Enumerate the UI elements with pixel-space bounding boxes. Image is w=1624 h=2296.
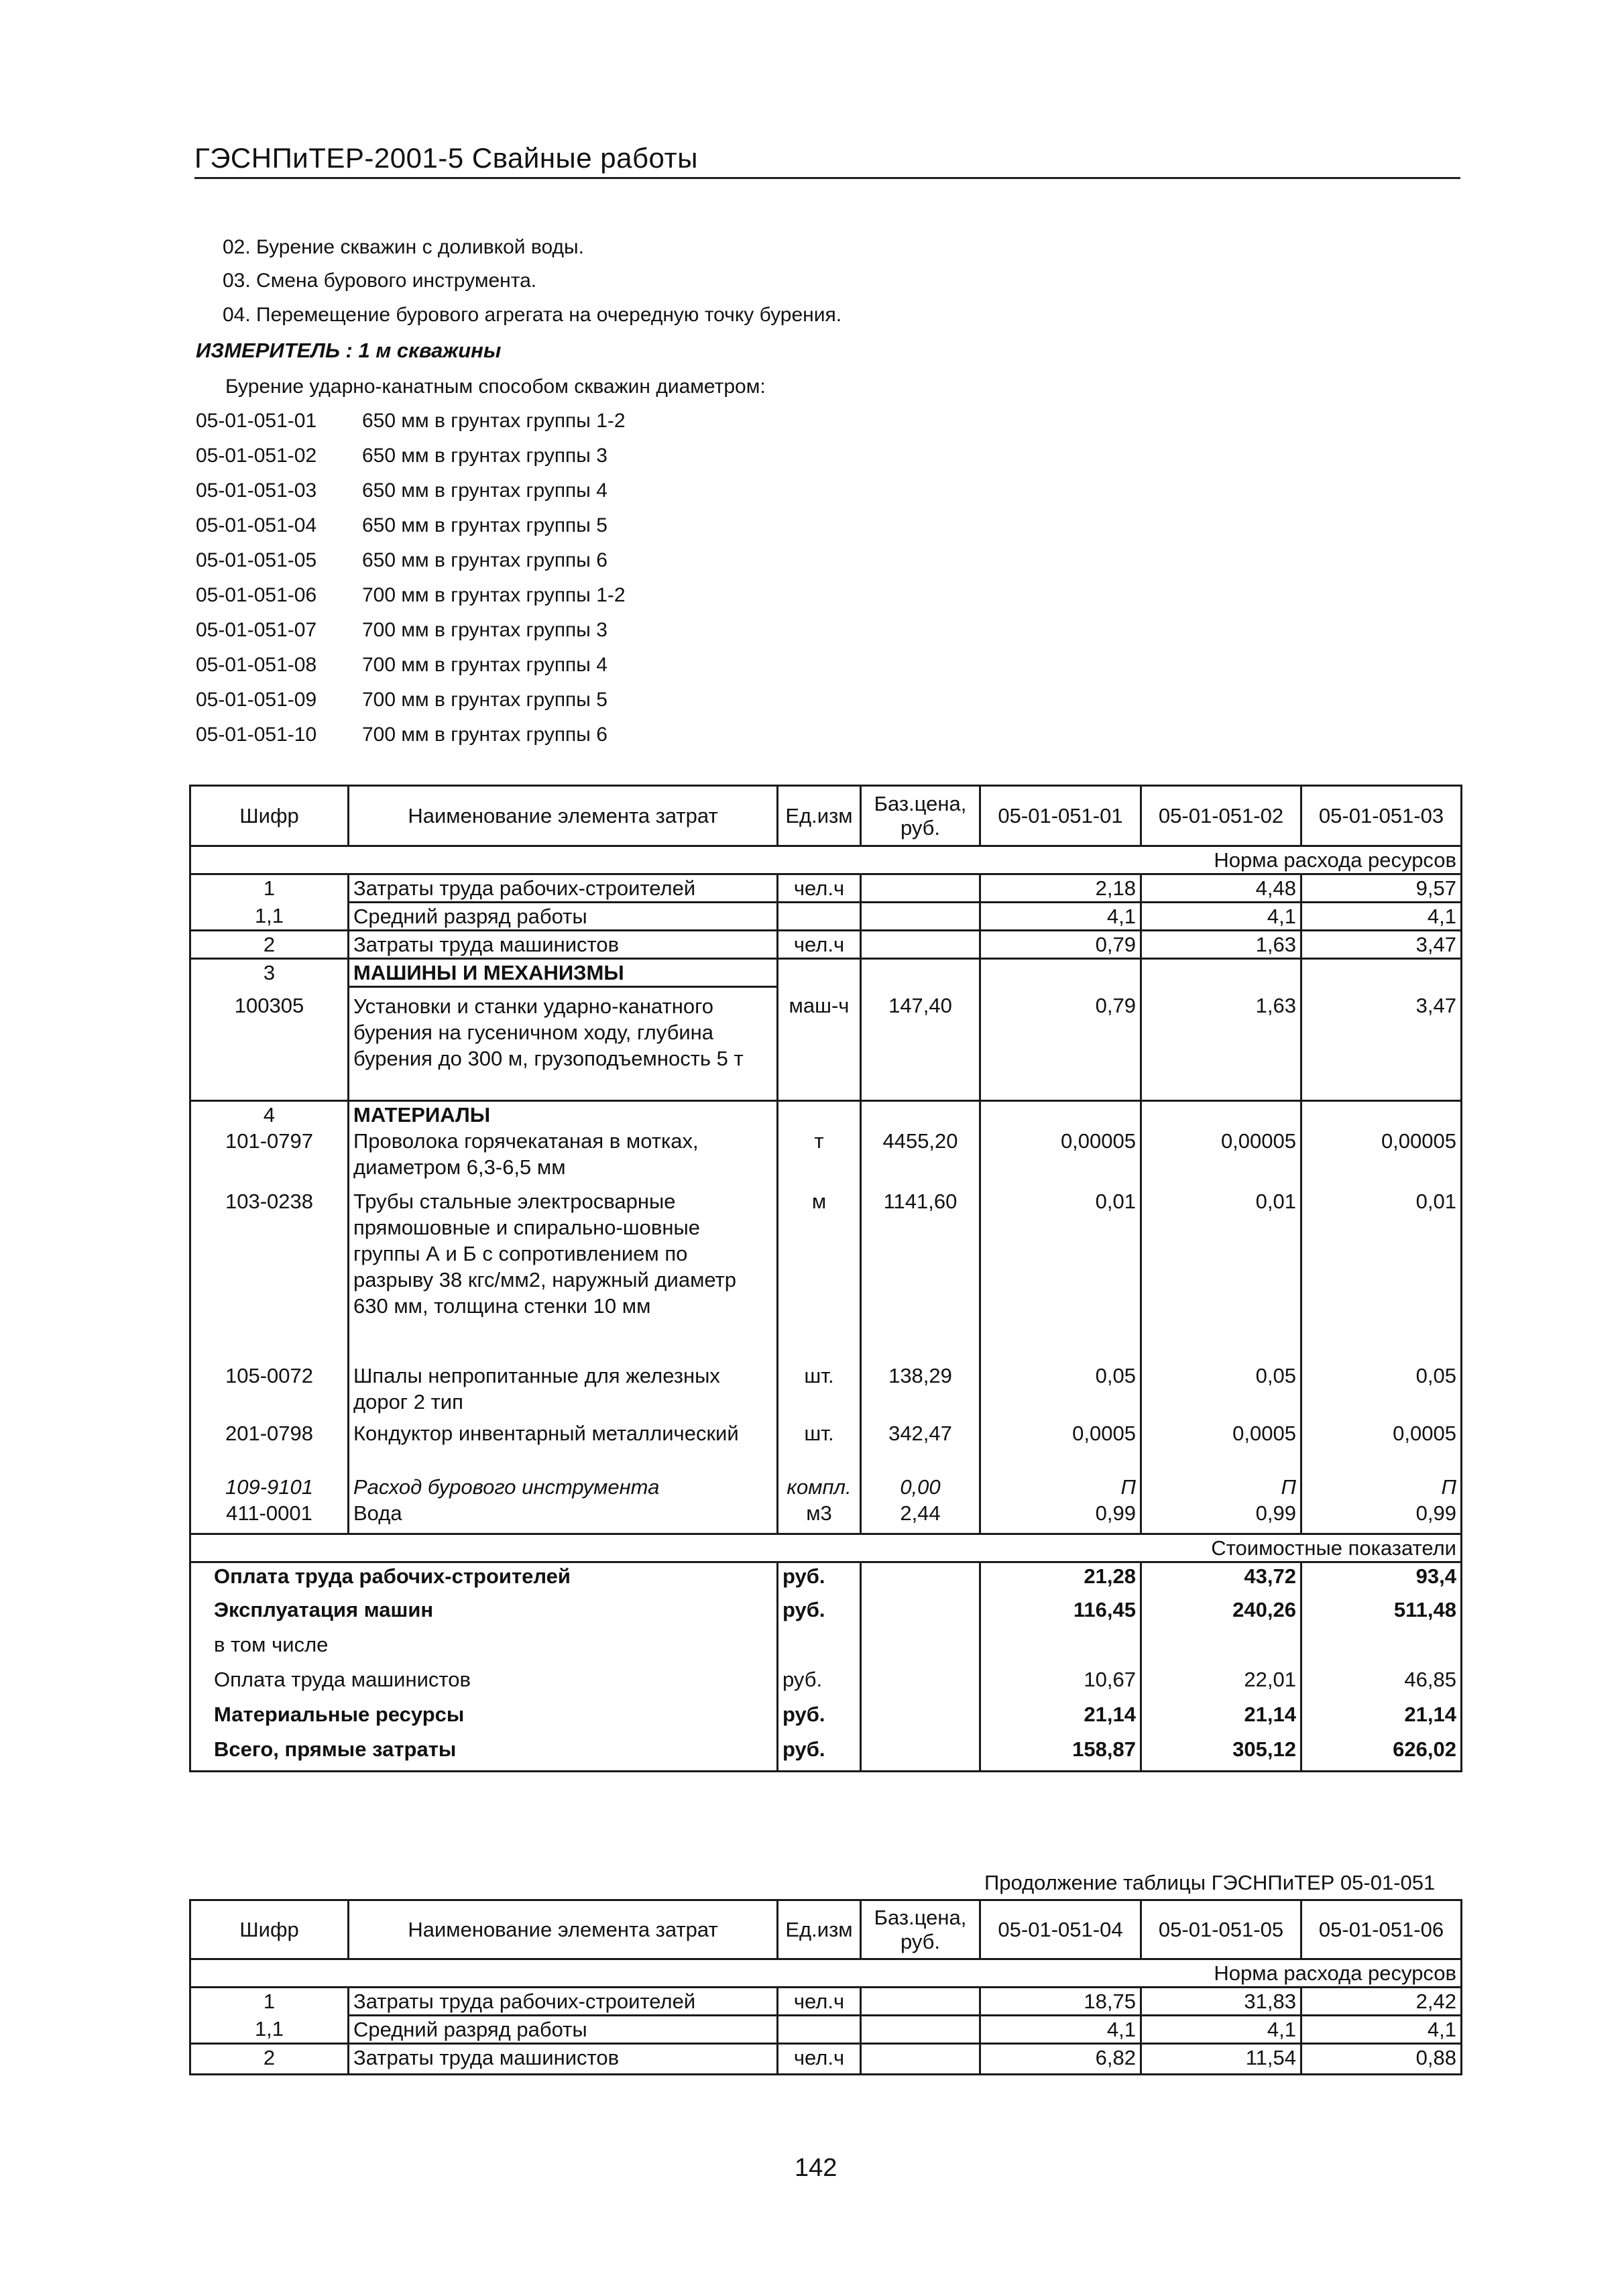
- row-unit: [778, 903, 861, 931]
- row-value: 1,63: [1141, 987, 1301, 1101]
- total-name: Оплата труда рабочих-строителей: [190, 1562, 778, 1597]
- row-name: Расход бурового инструмента: [349, 1474, 778, 1500]
- row-code: 1,1: [190, 903, 349, 931]
- total-value: 511,48: [1301, 1597, 1462, 1631]
- norm-label: Норма расхода ресурсов: [190, 846, 1462, 874]
- row-name: Вода: [349, 1500, 778, 1534]
- total-value: 116,45: [980, 1597, 1141, 1631]
- row-price: [861, 931, 980, 959]
- header-shifr: Шифр: [190, 786, 349, 846]
- header-code-col: 05-01-051-03: [1301, 786, 1462, 846]
- table-row: [190, 1363, 1462, 1420]
- header-price: Баз.цена, руб.: [861, 1900, 980, 1959]
- code-item: 05-01-051-05: [196, 549, 317, 571]
- row-name: Установки и станки ударно-канатного бурения на гусеничном ходу, глубина бурения до 300 м, грузоподъемность 5 т: [349, 987, 778, 1101]
- intro-line: 02. Бурение скважин с доливкой воды.: [223, 236, 584, 258]
- total-value: 22,01: [1141, 1666, 1301, 1701]
- header-shifr: Шифр: [190, 1900, 349, 1959]
- group-code: 3: [190, 959, 349, 987]
- row-name: Кондуктор инвентарный металлический: [349, 1420, 778, 1474]
- total-unit: руб.: [778, 1736, 861, 1771]
- row-unit: чел.ч: [778, 2044, 861, 2075]
- table-row: [190, 1474, 1462, 1500]
- group-code: 4: [190, 1101, 349, 1129]
- row-value: 0,0005: [1141, 1420, 1301, 1474]
- section-label-row: [190, 1534, 1462, 1562]
- code-item: 05-01-051-03: [196, 479, 317, 502]
- row-code: 100305: [190, 987, 349, 1101]
- row-value: 0,05: [1301, 1363, 1462, 1420]
- total-unit: руб.: [778, 1666, 861, 1701]
- intro-line: 03. Смена бурового инструмента.: [223, 270, 537, 292]
- row-unit: [778, 2016, 861, 2044]
- page-header-title: ГЭСНПиТЕР-2001-5 Свайные работы: [194, 142, 698, 174]
- resource-norms-table-continued: [189, 1899, 1462, 2075]
- header-name: Наименование элемента затрат: [349, 1900, 778, 1959]
- row-value: 4,1: [1301, 903, 1462, 931]
- row-value: 0,00005: [1141, 1128, 1301, 1188]
- table-row: [190, 1188, 1462, 1363]
- row-price: [861, 874, 980, 903]
- row-value: 6,82: [980, 2044, 1141, 2075]
- section-label-row: [190, 1959, 1462, 1988]
- header-code-col: 05-01-051-06: [1301, 1900, 1462, 1959]
- table-row: [190, 1420, 1462, 1474]
- row-price: [861, 2016, 980, 2044]
- totals-row: [190, 1597, 1462, 1631]
- row-value: 4,1: [980, 903, 1141, 931]
- row-name: Средний разряд работы: [349, 903, 778, 931]
- total-unit: руб.: [778, 1701, 861, 1736]
- row-value: 0,0005: [980, 1420, 1141, 1474]
- row-name: Затраты труда машинистов: [349, 931, 778, 959]
- total-name: Оплата труда машинистов: [190, 1666, 778, 1701]
- row-value: 4,1: [1141, 2016, 1301, 2044]
- header-price: Баз.цена, руб.: [861, 786, 980, 846]
- totals-row: [190, 1736, 1462, 1771]
- table-row: [190, 1988, 1462, 2016]
- table-row: [190, 2016, 1462, 2044]
- row-value: 0,79: [980, 987, 1141, 1101]
- row-value: 31,83: [1141, 1988, 1301, 2016]
- row-value: 0,88: [1301, 2044, 1462, 2075]
- continuation-caption: Продолжение таблицы ГЭСНПиТЕР 05-01-051: [984, 1871, 1436, 1894]
- total-value: 158,87: [980, 1736, 1141, 1771]
- row-value: П: [1301, 1474, 1462, 1500]
- code-description: 650 мм в грунтах группы 4: [362, 479, 607, 502]
- code-item: 05-01-051-06: [196, 584, 317, 606]
- code-description: 650 мм в грунтах группы 3: [362, 445, 607, 467]
- row-price: 4455,20: [861, 1128, 980, 1188]
- resource-norms-table: [189, 785, 1462, 1772]
- header-code-col: 05-01-051-04: [980, 1900, 1141, 1959]
- norm-label: Норма расхода ресурсов: [190, 1959, 1462, 1988]
- row-value: П: [980, 1474, 1141, 1500]
- table-header-row: [190, 1900, 1462, 1959]
- header-code-col: 05-01-051-02: [1141, 786, 1301, 846]
- table-row: [190, 903, 1462, 931]
- row-name: Шпалы непропитанные для железных дорог 2 тип: [349, 1363, 778, 1420]
- row-value: 4,1: [980, 2016, 1141, 2044]
- code-item: 05-01-051-02: [196, 445, 317, 467]
- code-description: 650 мм в грунтах группы 1-2: [362, 410, 626, 432]
- row-value: 0,00005: [980, 1128, 1141, 1188]
- row-unit: шт.: [778, 1420, 861, 1474]
- row-value: 11,54: [1141, 2044, 1301, 2075]
- row-value: 2,42: [1301, 1988, 1462, 2016]
- row-value: 4,1: [1141, 903, 1301, 931]
- total-name: Эксплуатация машин: [190, 1597, 778, 1631]
- header-name: Наименование элемента затрат: [349, 786, 778, 846]
- row-name: Средний разряд работы: [349, 2016, 778, 2044]
- header-code-col: 05-01-051-05: [1141, 1900, 1301, 1959]
- row-code: 1: [190, 1988, 349, 2016]
- header-unit: Ед.изм: [778, 786, 861, 846]
- group-title: МАТЕРИАЛЫ: [349, 1101, 778, 1129]
- row-code: 1,1: [190, 2016, 349, 2044]
- row-value: 0,99: [980, 1500, 1141, 1534]
- row-value: 4,48: [1141, 874, 1301, 903]
- code-item: 05-01-051-10: [196, 724, 317, 746]
- row-unit: шт.: [778, 1363, 861, 1420]
- row-value: П: [1141, 1474, 1301, 1500]
- row-value: 3,47: [1301, 931, 1462, 959]
- row-code: 2: [190, 931, 349, 959]
- total-value: [1301, 1631, 1462, 1666]
- code-description: 650 мм в грунтах группы 6: [362, 549, 607, 571]
- total-value: 93,4: [1301, 1562, 1462, 1597]
- table-row: [190, 2044, 1462, 2075]
- total-name: в том числе: [190, 1631, 778, 1666]
- row-code: 1: [190, 874, 349, 903]
- row-unit: компл.: [778, 1474, 861, 1500]
- row-unit: маш-ч: [778, 987, 861, 1101]
- row-value: 9,57: [1301, 874, 1462, 903]
- row-value: 4,1: [1301, 2016, 1462, 2044]
- row-unit: т: [778, 1128, 861, 1188]
- row-price: [861, 2044, 980, 2075]
- total-value: 21,28: [980, 1562, 1141, 1597]
- total-value: 305,12: [1141, 1736, 1301, 1771]
- row-value: 0,05: [980, 1363, 1141, 1420]
- row-unit: чел.ч: [778, 1988, 861, 2016]
- row-unit: чел.ч: [778, 931, 861, 959]
- totals-row: [190, 1562, 1462, 1597]
- row-name: Проволока горячекатаная в мотках, диаметром 6,3-6,5 мм: [349, 1128, 778, 1188]
- total-name: Всего, прямые затраты: [190, 1736, 778, 1771]
- row-price: 0,00: [861, 1474, 980, 1500]
- code-description: 700 мм в грунтах группы 6: [362, 724, 607, 746]
- row-price: [861, 1988, 980, 2016]
- row-price: 1141,60: [861, 1188, 980, 1363]
- section-subtitle: Бурение ударно-канатным способом скважин диаметром:: [225, 376, 766, 398]
- row-name: Трубы стальные электросварные прямошовные и спирально-шовные группы А и Б с сопротивлением по разрыву 38 кгс/мм2, наружный диаметр 630 мм, толщина стенки 10 мм: [349, 1188, 778, 1363]
- row-price: 147,40: [861, 987, 980, 1101]
- row-name: Затраты труда рабочих-строителей: [349, 1988, 778, 2016]
- row-price: [861, 903, 980, 931]
- group-header-row: [190, 959, 1462, 987]
- group-header-row: [190, 1101, 1462, 1129]
- row-name: Затраты труда рабочих-строителей: [349, 874, 778, 903]
- totals-row: [190, 1666, 1462, 1701]
- code-description: 700 мм в грунтах группы 3: [362, 619, 607, 641]
- total-value: 10,67: [980, 1666, 1141, 1701]
- row-value: 0,0005: [1301, 1420, 1462, 1474]
- table-row: [190, 1500, 1462, 1534]
- cost-label: Стоимостные показатели: [190, 1534, 1462, 1562]
- table-row: [190, 1128, 1462, 1188]
- total-value: 626,02: [1301, 1736, 1462, 1771]
- row-value: 0,01: [1141, 1188, 1301, 1363]
- section-label-row: [190, 846, 1462, 874]
- row-code: 201-0798: [190, 1420, 349, 1474]
- row-name: Затраты труда машинистов: [349, 2044, 778, 2075]
- row-value: 2,18: [980, 874, 1141, 903]
- group-title: МАШИНЫ И МЕХАНИЗМЫ: [349, 959, 778, 987]
- code-item: 05-01-051-08: [196, 654, 317, 676]
- code-item: 05-01-051-07: [196, 619, 317, 641]
- row-value: 0,01: [980, 1188, 1141, 1363]
- row-code: 411-0001: [190, 1500, 349, 1534]
- row-unit: м: [778, 1188, 861, 1363]
- total-value: [1141, 1631, 1301, 1666]
- table-row: [190, 987, 1462, 1101]
- row-price: 2,44: [861, 1500, 980, 1534]
- total-value: 21,14: [1301, 1701, 1462, 1736]
- total-value: 43,72: [1141, 1562, 1301, 1597]
- table-row: [190, 874, 1462, 903]
- totals-row: [190, 1631, 1462, 1666]
- row-code: 109-9101: [190, 1474, 349, 1500]
- code-item: 05-01-051-01: [196, 410, 317, 432]
- row-value: 0,79: [980, 931, 1141, 959]
- row-price: 342,47: [861, 1420, 980, 1474]
- row-unit: чел.ч: [778, 874, 861, 903]
- page-number: 142: [795, 2154, 837, 2182]
- code-item: 05-01-051-04: [196, 514, 317, 536]
- row-price: 138,29: [861, 1363, 980, 1420]
- code-description: 650 мм в грунтах группы 5: [362, 514, 607, 536]
- total-value: 21,14: [1141, 1701, 1301, 1736]
- totals-row: [190, 1701, 1462, 1736]
- total-value: 21,14: [980, 1701, 1141, 1736]
- total-value: 46,85: [1301, 1666, 1462, 1701]
- table-header-row: [190, 786, 1462, 846]
- row-value: 0,99: [1301, 1500, 1462, 1534]
- header-rule: [194, 177, 1460, 179]
- measurement-unit: ИЗМЕРИТЕЛЬ : 1 м скважины: [196, 339, 502, 362]
- intro-line: 04. Перемещение бурового агрегата на очередную точку бурения.: [223, 304, 842, 326]
- row-value: 3,47: [1301, 987, 1462, 1101]
- header-unit: Ед.изм: [778, 1900, 861, 1959]
- total-value: [980, 1631, 1141, 1666]
- row-value: 0,00005: [1301, 1128, 1462, 1188]
- row-value: 0,01: [1301, 1188, 1462, 1363]
- total-unit: руб.: [778, 1597, 861, 1631]
- total-unit: [778, 1631, 861, 1666]
- header-code-col: 05-01-051-01: [980, 786, 1141, 846]
- row-value: 0,05: [1141, 1363, 1301, 1420]
- total-value: 240,26: [1141, 1597, 1301, 1631]
- row-value: 1,63: [1141, 931, 1301, 959]
- row-code: 105-0072: [190, 1363, 349, 1420]
- row-code: 103-0238: [190, 1188, 349, 1363]
- total-name: Материальные ресурсы: [190, 1701, 778, 1736]
- row-code: 2: [190, 2044, 349, 2075]
- code-item: 05-01-051-09: [196, 689, 317, 711]
- row-value: 0,99: [1141, 1500, 1301, 1534]
- row-unit: м3: [778, 1500, 861, 1534]
- table-row: [190, 931, 1462, 959]
- code-description: 700 мм в грунтах группы 5: [362, 689, 607, 711]
- code-description: 700 мм в грунтах группы 4: [362, 654, 607, 676]
- row-value: 18,75: [980, 1988, 1141, 2016]
- total-unit: руб.: [778, 1562, 861, 1597]
- row-code: 101-0797: [190, 1128, 349, 1188]
- code-description: 700 мм в грунтах группы 1-2: [362, 584, 626, 606]
